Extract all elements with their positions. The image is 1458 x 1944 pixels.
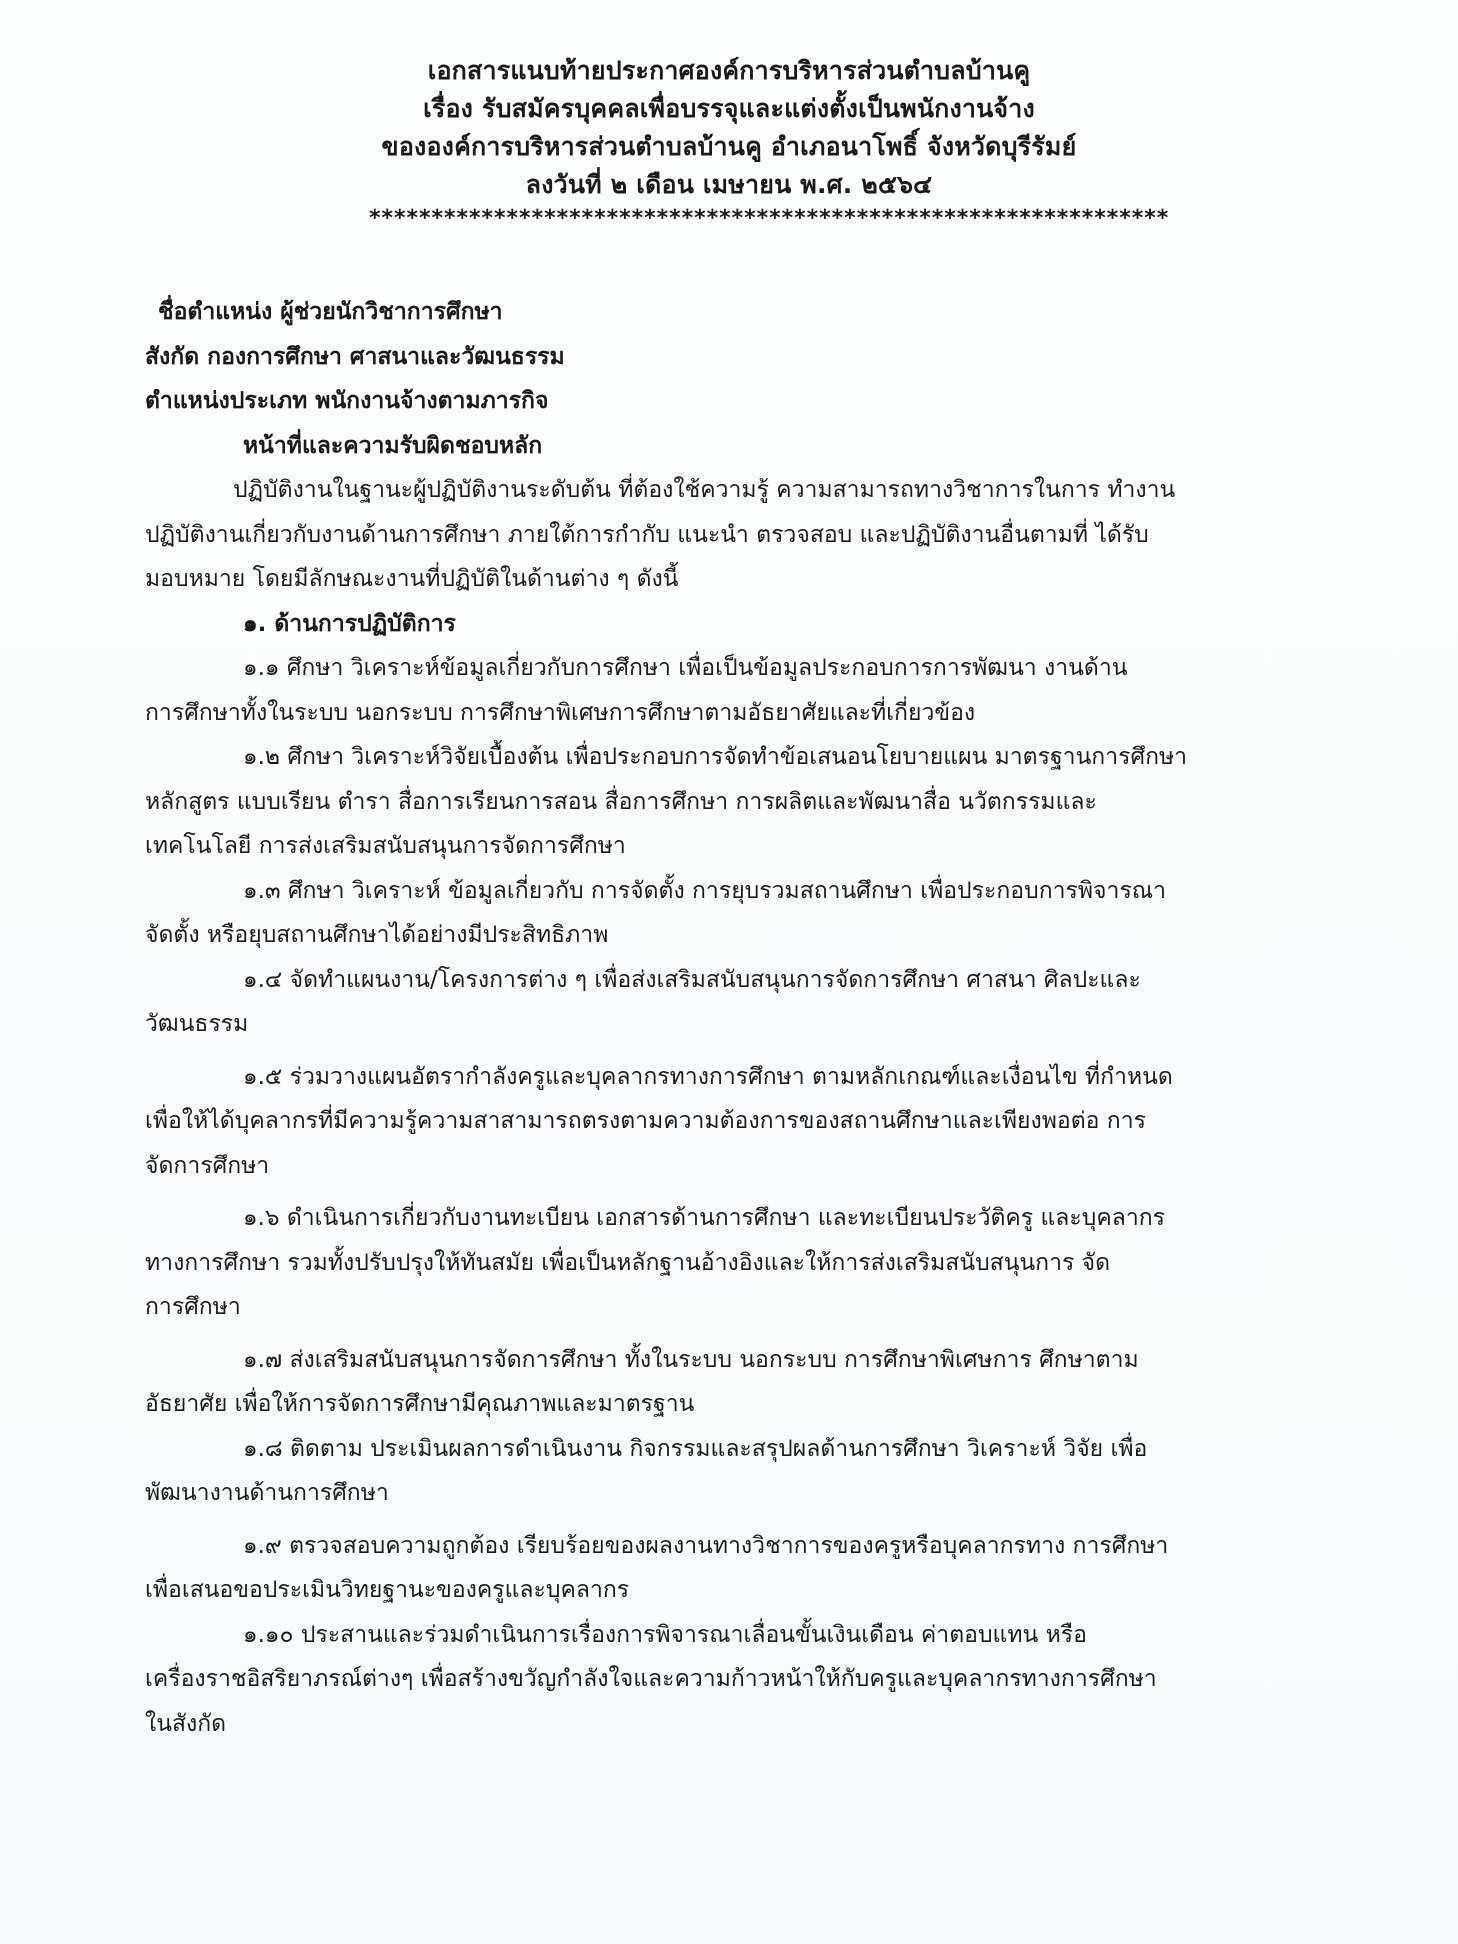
spacer [145, 1330, 1260, 1338]
duty-item-1-1 [145, 646, 1260, 735]
document-header [0, 52, 1458, 232]
header-date: ลงวันที่ ๒ เดือน เมษายน พ.ศ. ๒๕๖๔ [525, 170, 933, 199]
duty-line: พัฒนางานด้านการศึกษา [145, 1480, 389, 1506]
duty-item-1-9 [145, 1524, 1260, 1613]
duty-line: ๑.๙ ตรวจสอบความถูกต้อง เรียบร้อยของผลงานทางวิชาการของครูหรือบุคลากรทาง การศึกษา [243, 1532, 1169, 1559]
duty-line: ๑.๗ ส่งเสริมสนับสนุนการจัดการศึกษา ทั้งในระบบ นอกระบบ การศึกษาพิเศษการ ศึกษาตาม [243, 1346, 1139, 1373]
intro-line: ปฏิบัติงานเกี่ยวกับงานด้านการศึกษา ภายใต้การกำกับ แนะนำ ตรวจสอบ และปฏิบัติงานอื่นตามที่ ได้รับ [145, 521, 1149, 548]
intro-line: มอบหมาย โดยมีลักษณะงานที่ปฏิบัติในด้านต่าง ๆ ดังนี้ [145, 566, 679, 592]
duty-item-1-7 [145, 1338, 1260, 1427]
position-department: สังกัด กองการศึกษา ศาสนาและวัฒนธรรม [145, 343, 565, 370]
spacer [145, 1188, 1260, 1196]
duty-line: จัดตั้ง หรือยุบสถานศึกษาได้อย่างมีประสิทธิภาพ [145, 922, 609, 948]
intro-line: ปฏิบัติงานในฐานะผู้ปฏิบัติงานระดับต้น ที่ต้องใช้ความรู้ ความสามารถทางวิชาการในการ ทำงาน [233, 477, 1176, 503]
duty-line: ๑.๕ ร่วมวางแผนอัตรากำลังครูและบุคลากรทางการศึกษา ตามหลักเกณฑ์และเงื่อนไข ที่กำหนด [243, 1063, 1173, 1090]
duty-line: ๑.๔ จัดทำแผนงาน/โครงการต่าง ๆ เพื่อส่งเสริมสนับสนุนการจัดการศึกษา ศาสนา ศิลปะและ [243, 966, 1141, 993]
spacer [145, 1516, 1260, 1524]
duty-line: ๑.๓ ศึกษา วิเคราะห์ ข้อมูลเกี่ยวกับ การจัดตั้ง การยุบรวมสถานศึกษา เพื่อประกอบการพิจารณา [243, 877, 1167, 904]
duty-line: การศึกษา [145, 1294, 241, 1320]
duty-item-1-3 [145, 869, 1260, 958]
duty-line: ๑.๑๐ ประสานและร่วมดำเนินการเรื่องการพิจารณาเลื่อนขั้นเงินเดือน ค่าตอบแทน หรือ [243, 1621, 1087, 1648]
document-body [145, 290, 1260, 1746]
duty-line: ๑.๘ ติดตาม ประเมินผลการดำเนินงาน กิจกรรมและสรุปผลด้านการศึกษา วิเคราะห์ วิจัย เพื่อ [243, 1435, 1148, 1462]
duty-line: อัธยาศัย เพื่อให้การจัดการศึกษามีคุณภาพและมาตรฐาน [145, 1391, 695, 1417]
duty-item-1-8 [145, 1427, 1260, 1516]
duty-item-1-10 [145, 1613, 1260, 1747]
duty-item-1-5 [145, 1055, 1260, 1189]
duty-line: ในสังกัด [145, 1710, 227, 1737]
duty-item-1-6 [145, 1196, 1260, 1330]
duty-line: เพื่อเสนอขอประเมินวิทยฐานะของครูและบุคลากร [145, 1577, 630, 1603]
duty-line: การศึกษาทั้งในระบบ นอกระบบ การศึกษาพิเศษการศึกษาตามอัธยาศัยและที่เกี่ยวข้อง [145, 699, 976, 726]
duty-line: เครื่องราชอิสริยาภรณ์ต่างๆ เพื่อสร้างขวัญกำลังใจและความก้าวหน้าให้กับครูและบุคลากรทางการศึกษา [145, 1666, 1157, 1692]
position-title: ชื่อตำแหน่ง ผู้ช่วยนักวิชาการศึกษา [158, 299, 503, 325]
duty-line: ๑.๖ ดำเนินการเกี่ยวกับงานทะเบียน เอกสารด้านการศึกษา และทะเบียนประวัติครู และบุคลากร [243, 1205, 1166, 1231]
duty-line: เทคโนโลยี การส่งเสริมสนับสนุนการจัดการศึกษา [145, 833, 626, 859]
duty-line: ๑.๑ ศึกษา วิเคราะห์ข้อมูลเกี่ยวกับการศึกษา เพื่อเป็นข้อมูลประกอบการการพัฒนา งานด้าน [243, 655, 1128, 681]
duty-line: หลักสูตร แบบเรียน ตำรา สื่อการเรียนการสอน สื่อการศึกษา การผลิตและพัฒนาสื่อ นวัตกรรมและ [145, 788, 1097, 815]
duty-line: ทางการศึกษา รวมทั้งปรับปรุงให้ทันสมัย เพื่อเป็นหลักฐานอ้างอิงและให้การส่งเสริมสนับสนุนการ จัด [145, 1249, 1111, 1276]
section-1-heading: ๑. ด้านการปฏิบัติการ [243, 610, 456, 637]
position-type: ตำแหน่งประเภท พนักงานจ้างตามภารกิจ [145, 388, 549, 414]
header-line-1: เอกสารแนบท้ายประกาศองค์การบริหารส่วนตำบลบ้านคู [427, 56, 1031, 85]
duty-line: ๑.๒ ศึกษา วิเคราะห์วิจัยเบื้องต้น เพื่อประกอบการจัดทำข้อเสนอนโยบายแผน มาตรฐานการศึกษา [243, 744, 1188, 770]
duty-line: เพื่อให้ได้บุคลากรที่มีความรู้ความสาสามารถตรงตามความต้องการของสถานศึกษาและเพียงพอต่อ การ [145, 1108, 1146, 1134]
header-line-3: ขององค์การบริหารส่วนตำบลบ้านคู อำเภอนาโพธิ์ จังหวัดบุรีรัมย์ [381, 132, 1077, 161]
duty-line: จัดการศึกษา [145, 1152, 270, 1179]
duty-line: วัฒนธรรม [145, 1011, 249, 1037]
duties-heading: หน้าที่และความรับผิดชอบหลัก [243, 432, 543, 459]
star-divider: **************************************************************** [369, 206, 1170, 231]
duty-item-1-2 [145, 735, 1260, 869]
spacer [145, 1047, 1260, 1055]
duty-item-1-4 [145, 958, 1260, 1047]
header-line-2: เรื่อง รับสมัครบุคคลเพื่อบรรจุและแต่งตั้งเป็นพนักงานจ้าง [423, 94, 1035, 123]
